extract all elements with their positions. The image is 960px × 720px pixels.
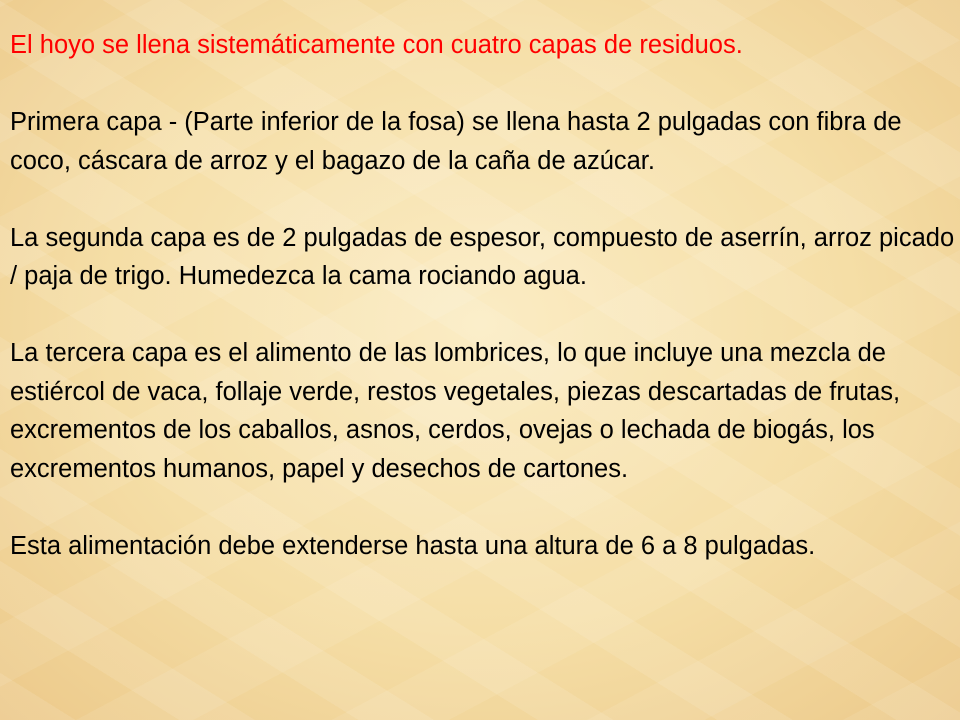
paragraph-second-layer: La segunda capa es de 2 pulgadas de espesor, compuesto de aserrín, arroz picado / paja de trigo. Humedezca la cama rociando agua. — [10, 223, 955, 290]
slide-text-block — [10, 26, 955, 565]
paragraph-feeding-height: Esta alimentación debe extenderse hasta una altura de 6 a 8 pulgadas. — [10, 531, 816, 560]
paragraph-first-layer: Primera capa - (Parte inferior de la fosa) se llena hasta 2 pulgadas con fibra de coco, cáscara de arroz y el bagazo de la caña de azúcar. — [10, 108, 902, 175]
paragraph-third-layer: La tercera capa es el alimento de las lombrices, lo que incluye una mezcla de estiércol de vaca, follaje verde, restos vegetales, piezas descartadas de frutas, excrementos de los caballos, asnos, cerdos, ovejas o lechada de biogás, los excrementos humanos, papel y desechos de cartones. — [10, 339, 901, 483]
intro-text: El hoyo se llena sistemáticamente con cuatro capas de residuos. — [10, 31, 743, 59]
